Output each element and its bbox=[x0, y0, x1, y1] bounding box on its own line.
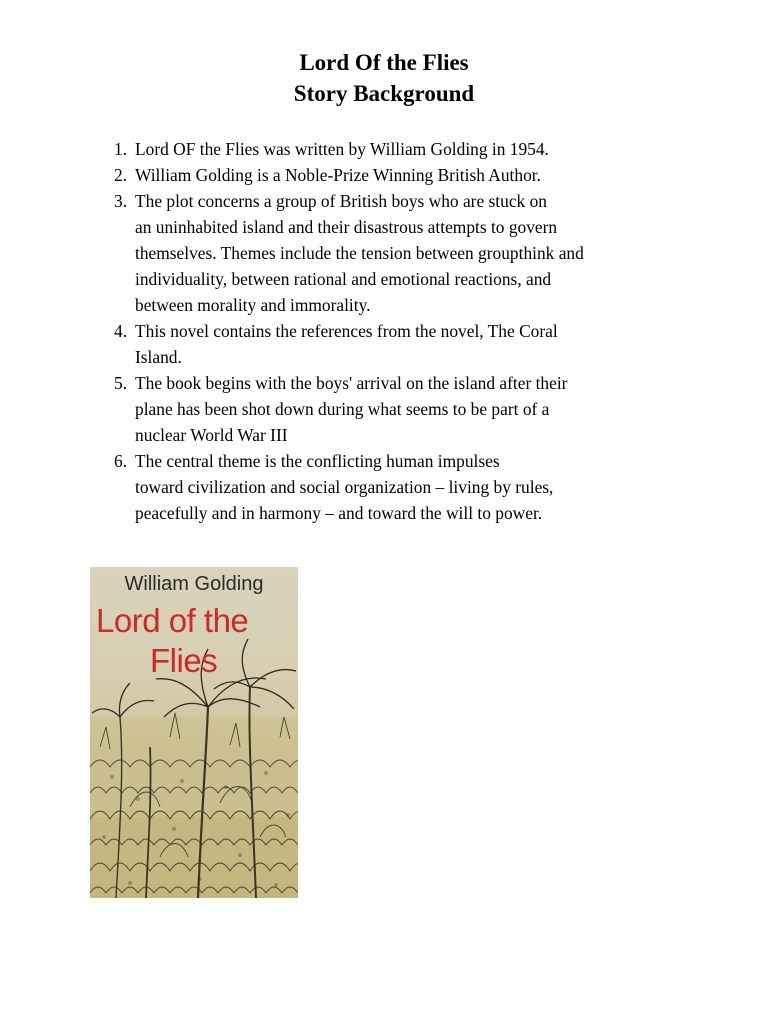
book-cover-image bbox=[90, 567, 298, 898]
list-item-line: peacefully and in harmony – and toward the will to power. bbox=[135, 503, 543, 523]
list-item-line: Lord OF the Flies was written by William Golding in 1954. bbox=[135, 139, 549, 159]
list-item bbox=[114, 448, 674, 526]
list-item bbox=[114, 318, 674, 370]
list-item-line: between morality and immorality. bbox=[135, 295, 371, 315]
background-list bbox=[114, 136, 674, 526]
cover-title-line-2: Flies bbox=[150, 642, 218, 679]
list-item-line: Island. bbox=[135, 347, 182, 367]
list-item-number: 2. bbox=[114, 165, 128, 185]
list-item-line: themselves. Themes include the tension between groupthink and bbox=[135, 243, 584, 263]
page-title bbox=[0, 47, 768, 109]
list-item-number: 5. bbox=[114, 373, 128, 393]
list-item bbox=[114, 188, 674, 318]
list-item-line: The plot concerns a group of British boys who are stuck on bbox=[135, 191, 547, 211]
list-item-line: This novel contains the references from the novel, The Coral bbox=[135, 321, 558, 341]
list-item-number: 1. bbox=[114, 139, 128, 159]
list-item-line: The central theme is the conflicting human impulses bbox=[135, 451, 500, 471]
cover-title-line-1: Lord of the bbox=[96, 602, 249, 639]
list-item-number: 6. bbox=[114, 451, 128, 471]
list-item bbox=[114, 162, 674, 188]
list-item-line: The book begins with the boys' arrival on the island after their bbox=[135, 373, 568, 393]
title-line-1: Lord Of the Flies bbox=[299, 50, 469, 75]
cover-title bbox=[96, 601, 296, 681]
list-item-number: 3. bbox=[114, 191, 128, 211]
list-item-line: an uninhabited island and their disastrous attempts to govern bbox=[135, 217, 558, 237]
cover-author: William Golding bbox=[124, 573, 264, 595]
list-item-line: plane has been shot down during what seems to be part of a bbox=[135, 399, 550, 419]
list-item-line: toward civilization and social organization – living by rules, bbox=[135, 477, 554, 497]
list-item-line: William Golding is a Noble-Prize Winning British Author. bbox=[135, 165, 541, 185]
list-item-number: 4. bbox=[114, 321, 128, 341]
list-item bbox=[114, 370, 674, 448]
list-item-line: nuclear World War III bbox=[135, 425, 288, 445]
title-line-2: Story Background bbox=[293, 81, 475, 106]
list-item-line: individuality, between rational and emotional reactions, and bbox=[135, 269, 552, 289]
list-item bbox=[114, 136, 674, 162]
